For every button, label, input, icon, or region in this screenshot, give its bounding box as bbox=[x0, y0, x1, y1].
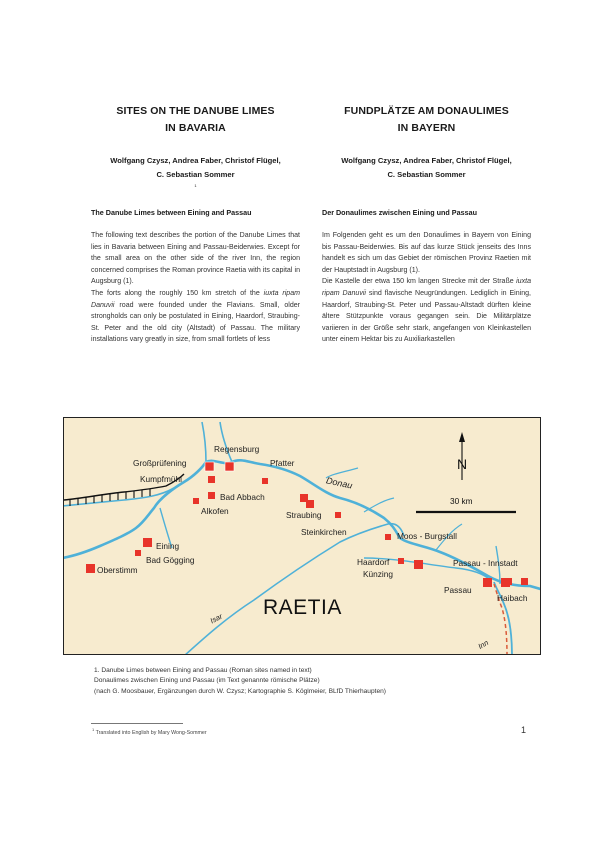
german-paragraph-2-start: Die Kastelle der etwa 150 km langen Strecke mit der Straße bbox=[322, 278, 517, 286]
german-paragraph-1: Im Folgenden geht es um den Donaulimes in Bayern von Eining bis Passau-Beiderwies. Bis auf das kurze Stück jenseits des Inns handelt es sich um das Gebiet der römischen Provinz Raetien mit der Hauptstadt in Augsburg (1). bbox=[322, 232, 531, 274]
english-authors bbox=[91, 154, 300, 199]
label-river-inn: Inn bbox=[476, 637, 490, 652]
german-title bbox=[322, 103, 531, 137]
regen-river bbox=[220, 422, 232, 462]
label-alkofen: Alkofen bbox=[201, 506, 229, 516]
label-kuenzing: Künzing bbox=[363, 569, 393, 579]
german-title-line-1: FUNDPLÄTZE AM DONAULIMES bbox=[344, 105, 509, 117]
site-regensburg-2 bbox=[205, 462, 214, 471]
caption-line-german: Donaulimes zwischen Eining und Passau (im Text genannte römische Plätze) bbox=[94, 677, 320, 685]
site-oberstimm bbox=[86, 564, 95, 573]
label-bad-goegging: Bad Gögging bbox=[146, 555, 195, 565]
site-eining bbox=[143, 538, 152, 547]
label-north: N bbox=[457, 456, 468, 472]
label-haibach: Haibach bbox=[497, 593, 528, 603]
site-moos-burgstall bbox=[385, 534, 391, 540]
english-paragraph-2 bbox=[91, 288, 300, 346]
site-regensburg bbox=[225, 462, 234, 471]
naab-river bbox=[202, 422, 206, 462]
figure-caption bbox=[94, 666, 386, 697]
limes-map bbox=[63, 417, 541, 655]
label-grosspruefening: Großprüfening bbox=[133, 458, 187, 468]
english-authors-line-2-text: C. Sebastian Sommer bbox=[156, 170, 235, 179]
site-steinkirchen bbox=[335, 512, 341, 518]
english-authors-line-1: Wolfgang Czysz, Andrea Faber, Christof Flügel, bbox=[110, 156, 281, 165]
label-moos-burgstall: Moos - Burgstall bbox=[397, 531, 457, 541]
label-river-donau: Donau bbox=[325, 475, 354, 491]
label-pfatter: Pfatter bbox=[270, 458, 295, 468]
english-authors-line-2 bbox=[91, 168, 300, 199]
label-scale: 30 km bbox=[450, 496, 473, 506]
german-paragraph-2-italic: iuxta ripam Danuvii bbox=[322, 278, 531, 297]
site-passau bbox=[483, 578, 492, 587]
footnote-marker: 1 bbox=[194, 183, 197, 188]
german-paragraph-2 bbox=[322, 276, 531, 346]
stream-north-2 bbox=[364, 498, 394, 512]
footnote-text: Translated into English by Mary Wong-Sommer bbox=[95, 729, 207, 736]
label-steinkirchen: Steinkirchen bbox=[301, 527, 347, 537]
english-title-line-2: IN BAVARIA bbox=[165, 122, 226, 134]
caption-line-credits: (nach G. Moosbauer, Ergänzungen durch W. Czysz; Kartographie S. Köglmeier, BLfD Thierhaupten) bbox=[94, 687, 386, 695]
german-authors-line-2: C. Sebastian Sommer bbox=[387, 170, 466, 179]
german-authors-line-1: Wolfgang Czysz, Andrea Faber, Christof Flügel, bbox=[341, 156, 512, 165]
site-haardorf bbox=[398, 558, 404, 564]
label-haardorf: Haardorf bbox=[357, 557, 390, 567]
english-paragraph-2-end: road were founded under the Flavians. Small, older strongholds can only be postulated in Eining, Haardorf, Straubing-St. Peter and the old city (Altstadt) of Passau. The military installations vary greatly in size, from small fortlets of less bbox=[91, 301, 300, 344]
label-oberstimm: Oberstimm bbox=[97, 565, 138, 575]
label-region-raetia: RAETIA bbox=[263, 596, 342, 619]
caption-line-english: 1. Danube Limes between Eining and Passau (Roman sites named in text) bbox=[94, 667, 312, 674]
footnote-divider bbox=[91, 723, 183, 724]
north-arrow-head bbox=[459, 432, 465, 442]
site-bad-abbach bbox=[208, 492, 215, 499]
isar-river bbox=[184, 524, 404, 655]
english-title-line-1: SITES ON THE DANUBE LIMES bbox=[116, 105, 275, 117]
german-body bbox=[322, 230, 531, 386]
site-haibach bbox=[521, 578, 528, 585]
english-title bbox=[91, 103, 300, 137]
label-river-isar: Isar bbox=[208, 611, 224, 626]
site-kumpfmuehl bbox=[208, 476, 215, 483]
german-authors bbox=[322, 154, 531, 182]
german-title-line-2: IN BAYERN bbox=[397, 122, 456, 134]
site-passau-2 bbox=[501, 578, 510, 587]
english-section-heading: The Danube Limes between Eining and Passau bbox=[91, 208, 252, 217]
english-body bbox=[91, 230, 300, 386]
english-paragraph-1: The following text describes the portion of the Danube Limes that lies in Bavaria between Eining and Passau-Beiderwies. Except for the small area on the other side of the river Inn, the region concerned comprises the Roman province Raetia with its capital in Augsburg (1). bbox=[91, 232, 300, 286]
label-bad-abbach: Bad Abbach bbox=[220, 492, 265, 502]
site-alkofen bbox=[193, 498, 199, 504]
label-passau-innstadt: Passau - Innstadt bbox=[453, 558, 518, 568]
label-regensburg: Regensburg bbox=[214, 444, 260, 454]
site-pfatter bbox=[262, 478, 268, 484]
footnote-number: 1 bbox=[92, 727, 95, 732]
label-kumpfmuehl: Kumpfmühl bbox=[140, 474, 182, 484]
footnote bbox=[92, 727, 207, 736]
german-paragraph-2-end: sind flavische Neugründungen. Lediglich in Eining, Haardorf, Straubing-St. Peter und Passau-Altstadt dürften kleine ältere Stützpunkte voraus gegangen sein. Die Militärplätze variieren in der Größe sehr stark, angefangen von Kleinkastellen unter einem Hektar bis zu Auxiliarkastellen bbox=[322, 289, 531, 344]
site-bad-goegging bbox=[135, 550, 141, 556]
label-eining: Eining bbox=[156, 541, 180, 551]
english-paragraph-2-start: The forts along the roughly 150 km stretch of the bbox=[91, 289, 264, 297]
label-straubing: Straubing bbox=[286, 510, 322, 520]
english-paragraph-2-italic: iuxta ripam Danuvii bbox=[91, 289, 300, 309]
german-section-heading: Der Donaulimes zwischen Eining und Passau bbox=[322, 208, 477, 217]
site-kuenzing bbox=[414, 560, 423, 569]
page-number: 1 bbox=[521, 725, 527, 735]
site-straubing-2 bbox=[306, 500, 314, 508]
label-passau: Passau bbox=[444, 585, 472, 595]
